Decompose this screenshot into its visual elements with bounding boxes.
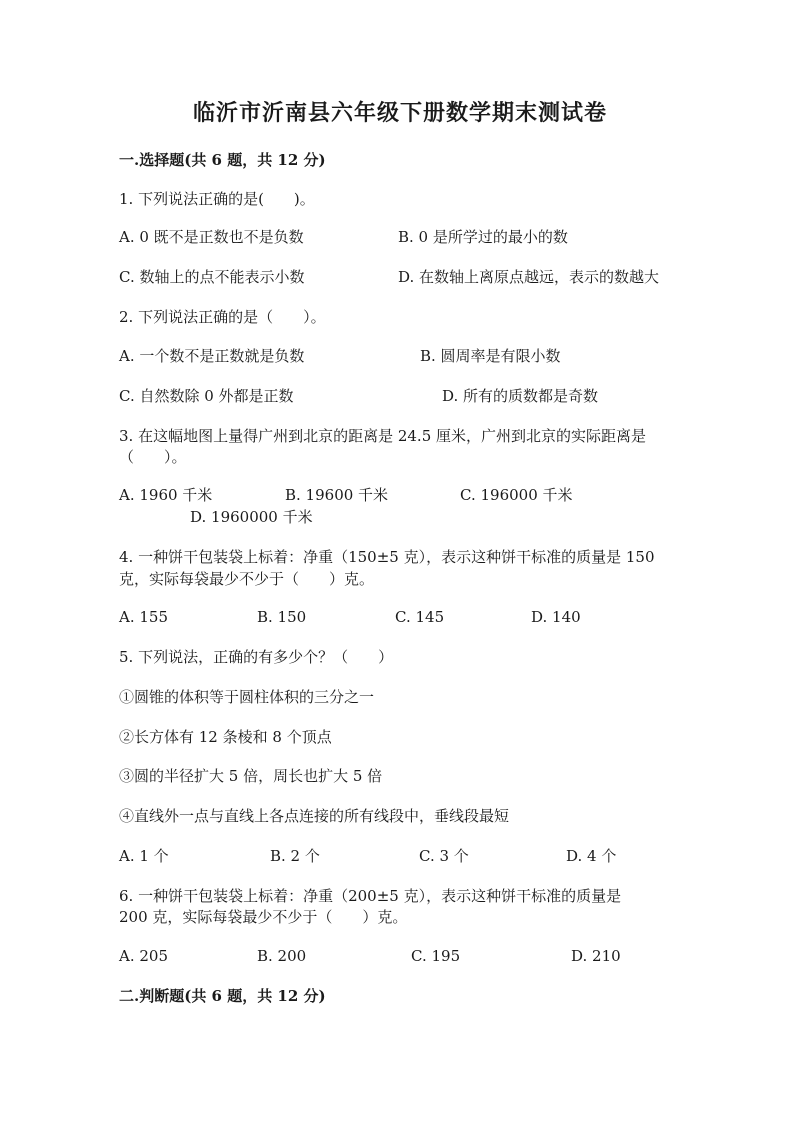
question-4-option-c: C. 145: [395, 608, 445, 626]
question-5-statement-3: ③圆的半径扩大 5 倍，周长也扩大 5 倍: [119, 767, 383, 785]
question-6-stem-line-2: 200 克，实际每袋最少不少于（ ）克。: [119, 908, 408, 926]
section-heading-judgement: 二.判断题(共 6 题，共 12 分): [119, 987, 326, 1005]
question-5-statement-2: ②长方体有 12 条棱和 8 个顶点: [119, 728, 332, 746]
question-2-stem: 2. 下列说法正确的是（ ）。: [119, 308, 326, 326]
question-5-statement-4: ④直线外一点与直线上各点连接的所有线段中，垂线段最短: [119, 807, 510, 825]
question-1-option-a: A. 0 既不是正数也不是负数: [119, 228, 304, 246]
exam-title: 临沂市沂南县六年级下册数学期末测试卷: [192, 100, 607, 126]
question-3-option-c: C. 196000 千米: [460, 486, 573, 504]
section-heading-choice: 一.选择题(共 6 题，共 12 分): [119, 151, 326, 169]
question-6-option-d: D. 210: [571, 947, 621, 965]
question-5-option-a: A. 1 个: [119, 847, 169, 865]
question-4-option-a: A. 155: [119, 608, 168, 626]
question-5-option-d: D. 4 个: [566, 847, 617, 865]
question-2-option-c: C. 自然数除 0 外都是正数: [119, 387, 294, 405]
question-6-option-a: A. 205: [119, 947, 168, 965]
question-3-stem-line-1: 3. 在这幅地图上量得广州到北京的距离是 24.5 厘米，广州到北京的实际距离是: [119, 427, 647, 445]
question-2-option-b: B. 圆周率是有限小数: [420, 347, 561, 365]
question-1-stem: 1. 下列说法正确的是( )。: [119, 190, 315, 208]
question-3-option-b: B. 19600 千米: [285, 486, 389, 504]
question-5-statement-1: ①圆锥的体积等于圆柱体积的三分之一: [119, 688, 375, 706]
question-2-option-a: A. 一个数不是正数就是负数: [119, 347, 305, 365]
question-5-option-c: C. 3 个: [419, 847, 469, 865]
question-6-stem-line-1: 6. 一种饼干包装袋上标着：净重（200±5 克），表示这种饼干标准的质量是: [119, 887, 622, 905]
question-1-option-c: C. 数轴上的点不能表示小数: [119, 268, 305, 286]
question-4-option-b: B. 150: [257, 608, 307, 626]
question-4-stem-line-2: 克，实际每袋最少不少于（ ）克。: [119, 570, 375, 588]
question-3-option-a: A. 1960 千米: [119, 486, 213, 504]
question-3-stem-line-2: （ ）。: [119, 448, 187, 466]
question-1-option-d: D. 在数轴上离原点越远，表示的数越大: [398, 268, 660, 286]
question-6-option-b: B. 200: [257, 947, 307, 965]
question-4-option-d: D. 140: [531, 608, 581, 626]
question-4-stem-line-1: 4. 一种饼干包装袋上标着：净重（150±5 克），表示这种饼干标准的质量是 150: [119, 548, 655, 566]
question-6-option-c: C. 195: [411, 947, 461, 965]
question-5-option-b: B. 2 个: [270, 847, 320, 865]
question-3-option-d: D. 1960000 千米: [190, 508, 313, 526]
question-5-stem: 5. 下列说法，正确的有多少个？（ ）: [119, 648, 394, 666]
question-1-option-b: B. 0 是所学过的最小的数: [398, 228, 568, 246]
question-2-option-d: D. 所有的质数都是奇数: [442, 387, 599, 405]
